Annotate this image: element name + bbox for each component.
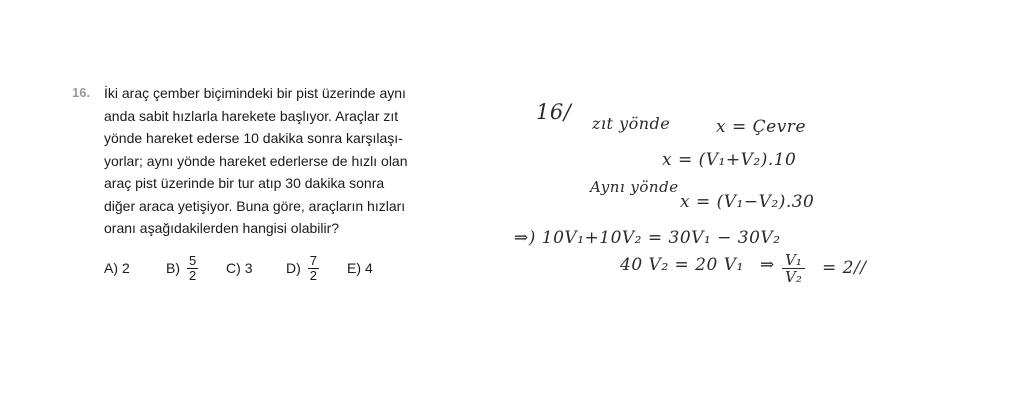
option-b-numerator: 5 [189, 252, 197, 268]
option-b-denominator: 2 [189, 267, 197, 283]
same-direction-label: Aynı yönde [590, 178, 679, 196]
ratio-denominator: V₂ [785, 268, 802, 286]
option-c[interactable] [226, 250, 253, 286]
implies-arrow: ⇒ [760, 255, 775, 275]
equation-opposite: x = (V₁+V₂).10 [662, 150, 797, 170]
option-c-label: C) [226, 260, 241, 276]
question-line: yorlar; aynı yönde hareket ederlerse de hızlı olan [104, 152, 408, 169]
answer-options [104, 250, 444, 290]
circumference-note: x = Çevre [716, 117, 806, 137]
option-d-denominator: 2 [309, 267, 318, 283]
equation-simplified: 40 V₂ = 20 V₁ [620, 255, 744, 275]
option-a-label: A) [104, 260, 118, 276]
equation-same: x = (V₁−V₂).30 [680, 192, 815, 212]
ratio-numerator: V₁ [782, 252, 805, 269]
velocity-ratio [782, 252, 805, 285]
option-a-value: 2 [122, 260, 130, 276]
option-d-fraction [308, 254, 319, 283]
question-line: diğer araca yetişiyor. Buna göre, araçların hızları [104, 197, 406, 214]
question-number: 16. [72, 85, 91, 100]
option-d-numerator: 7 [309, 252, 318, 268]
solution-header: 16/ [536, 100, 572, 124]
question-line: anda sabit hızlarla harekete başlıyor. Araçlar zıt [104, 107, 399, 124]
final-result: = 2// [822, 258, 867, 278]
option-a[interactable] [104, 250, 130, 286]
opposite-direction-label: zıt yönde [592, 114, 671, 133]
question-line: oranı aşağıdakilerden hangisi olabilir? [104, 220, 340, 236]
option-e-value: 4 [365, 260, 373, 276]
equation-combined: ⇒) 10V₁+10V₂ = 30V₁ − 30V₂ [514, 228, 781, 248]
option-e-label: E) [347, 260, 361, 276]
question-line: araç pist üzerinde bir tur atıp 30 dakika sonra [104, 175, 385, 191]
option-d-label: D) [286, 260, 301, 276]
question-line: yönde hareket ederse 10 dakika sonra karşılaşı- [104, 130, 403, 146]
question-text [104, 82, 424, 240]
option-b-fraction [187, 254, 198, 283]
option-c-value: 3 [244, 260, 253, 276]
option-b-label: B) [166, 260, 180, 276]
option-e[interactable] [347, 250, 373, 286]
question-line: İki araç çember biçimindeki bir pist üzerinde aynı [104, 85, 406, 101]
option-b[interactable] [166, 250, 198, 286]
option-d[interactable] [286, 250, 319, 286]
